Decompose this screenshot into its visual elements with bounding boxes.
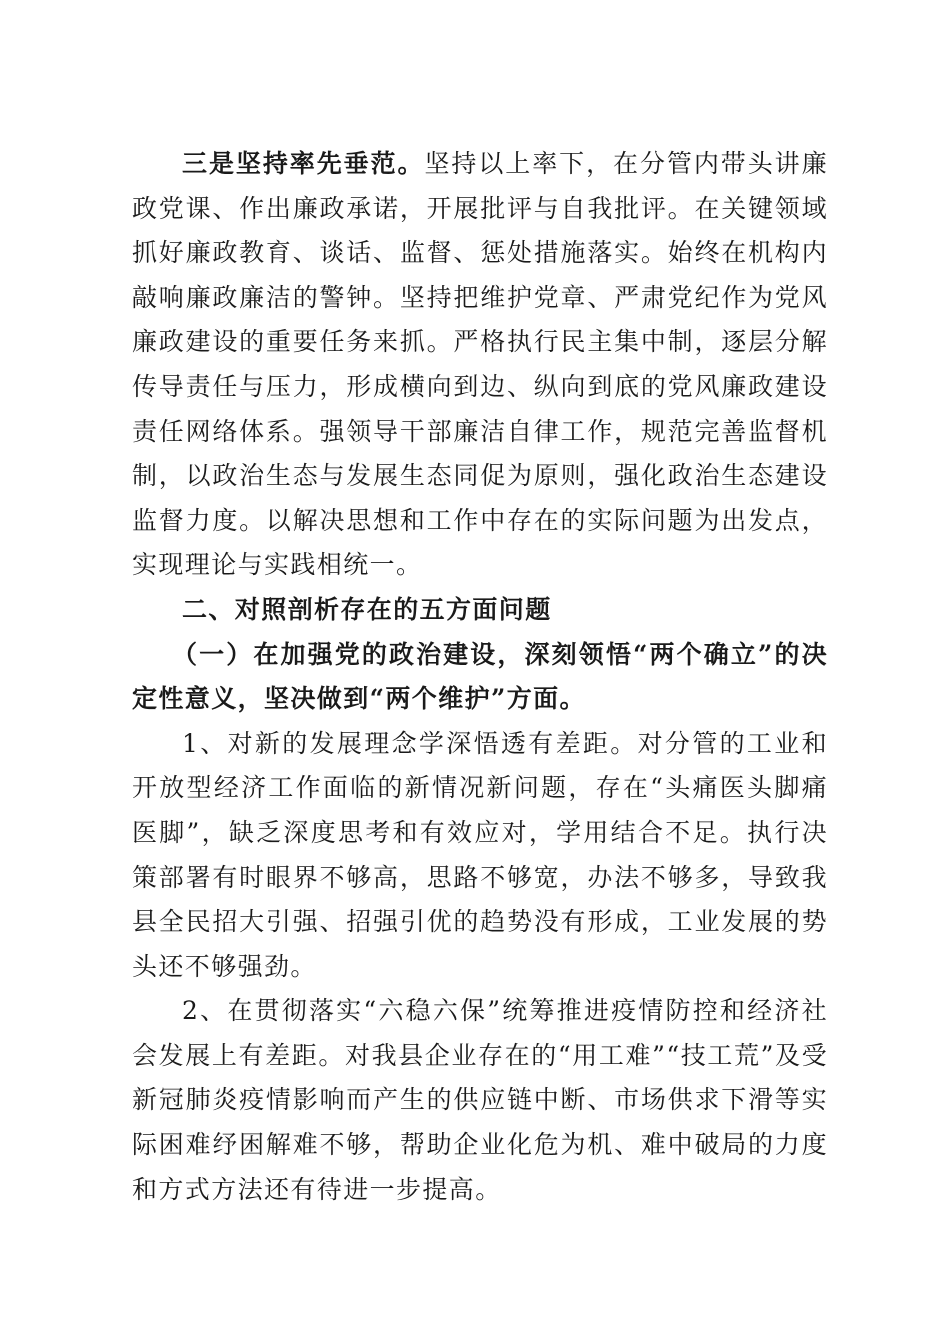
paragraph-body-text: 坚持以上率下，在分管内带头讲廉政党课、作出廉政承诺，开展批评与自我批评。在关键领域抓好廉政教育、谈话、监督、惩处措施落实。始终在机构内敲响廉政廉洁的警钟。坚持把维护党章、严肃党纪作为党风廉政建设的重要任务来抓。严格执行民主集中制，逐层分解传导责任与压力，形成横向到边、纵向到底的党风廉政建设责任网络体系。强领导干部廉洁自律工作，规范完善监督机制，以政治生态与发展生态同促为原则，强化政治生态建设监督力度。以解决思想和工作中存在的实际问题为出发点，实现理论与实践相统一。 [132,149,828,580]
document-body [132,142,828,1212]
paragraph-lead-by-example [132,142,828,588]
section-heading-problems: 二、对照剖析存在的五方面问题 [182,594,552,624]
subsection-heading-political-building: （一）在加强党的政治建设，深刻领悟“两个确立”的决定性意义，坚决做到“两个维护”方面。 [132,639,828,714]
list-item-development-concept: 1、对新的发展理念学深悟透有差距。对分管的工业和开放型经济工作面临的新情况新问题，存在“头痛医头脚痛医脚”，缺乏深度思考和有效应对，学用结合不足。执行决策部署有时眼界不够高，思路不够宽，办法不够多，导致我县全民招大引强、招强引优的趋势没有形成，工业发展的势头还不够强劲。 [132,728,828,981]
list-item-six-stabilities: 2、在贯彻落实“六稳六保”统筹推进疫情防控和经济社会发展上有差距。对我县企业存在的“用工难”“技工荒”及受新冠肺炎疫情影响而产生的供应链中断、市场供求下滑等实际困难纾困解难不够，帮助企业化危为机、难中破局的力度和方式方法还有待进一步提高。 [132,996,828,1204]
paragraph-lead-label: 三是坚持率先垂范。 [182,149,425,178]
